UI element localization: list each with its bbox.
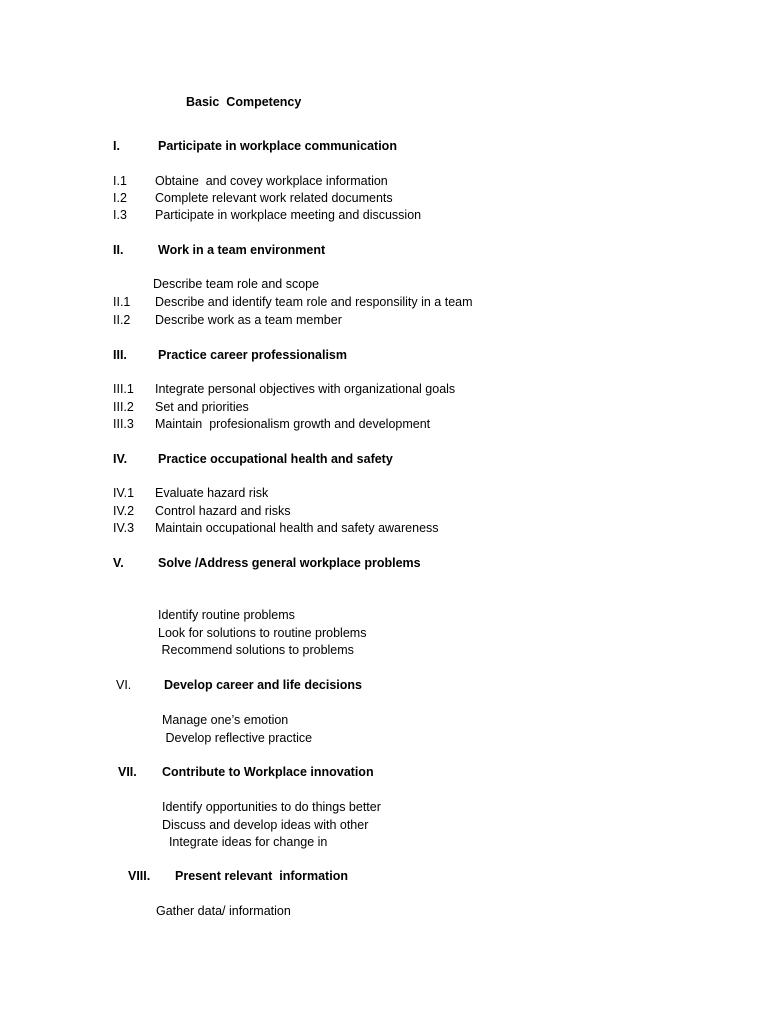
item-text: Evaluate hazard risk	[155, 486, 269, 500]
item-number: II.2	[113, 313, 131, 327]
item-number: IV.1	[113, 486, 135, 500]
item-text: Integrate personal objectives with organizational goals	[155, 382, 456, 396]
section-numeral: I.	[113, 139, 120, 153]
section-heading: Present relevant information	[175, 869, 348, 883]
item-number: I.1	[113, 174, 127, 188]
item-text: Manage one’s emotion	[162, 713, 289, 727]
item-text: Recommend solutions to problems	[158, 643, 354, 657]
item-number: IV.2	[113, 504, 135, 518]
item-text: Integrate ideas for change in	[162, 835, 328, 849]
section-heading: Practice occupational health and safety	[158, 452, 393, 466]
item-text: Describe and identify team role and responsility in a team	[155, 295, 473, 309]
section-heading: Contribute to Workplace innovation	[162, 765, 374, 779]
item-text: Identify routine problems	[158, 608, 295, 622]
item-text: Describe work as a team member	[155, 313, 342, 327]
item-number: II.1	[113, 295, 131, 309]
item-number: III.2	[113, 400, 134, 414]
section-numeral: V.	[113, 556, 124, 570]
item-text: Control hazard and risks	[155, 504, 291, 518]
item-number: III.3	[113, 417, 134, 431]
section-numeral: VIII.	[128, 869, 151, 883]
section-heading: Practice career professionalism	[158, 348, 347, 362]
item-number: I.3	[113, 208, 127, 222]
section-numeral: III.	[113, 348, 127, 362]
item-number: IV.3	[113, 521, 135, 535]
section-heading: Work in a team environment	[158, 243, 326, 257]
section-numeral: II.	[113, 243, 124, 257]
item-text: Look for solutions to routine problems	[158, 626, 367, 640]
item-text: Complete relevant work related documents	[155, 191, 393, 205]
item-text: Gather data/ information	[156, 904, 291, 918]
document-title: Basic Competency	[186, 95, 302, 109]
section-heading: Solve /Address general workplace problems	[158, 556, 421, 570]
item-text: Maintain occupational health and safety awareness	[155, 521, 439, 535]
item-text: Set and priorities	[155, 400, 249, 414]
section-numeral: VI.	[116, 678, 132, 692]
item-text: Maintain profesionalism growth and development	[155, 417, 431, 431]
item-text: Obtaine and covey workplace information	[155, 174, 388, 188]
item-number: I.2	[113, 191, 127, 205]
section-heading: Participate in workplace communication	[158, 139, 397, 153]
item-text: Discuss and develop ideas with other	[162, 818, 369, 832]
item-text: Participate in workplace meeting and discussion	[155, 208, 422, 222]
section-heading: Develop career and life decisions	[164, 678, 362, 692]
item-text: Describe team role and scope	[153, 277, 320, 291]
item-text: Identify opportunities to do things better	[162, 800, 381, 814]
section-numeral: VII.	[118, 765, 137, 779]
section-numeral: IV.	[113, 452, 128, 466]
item-number: III.1	[113, 382, 134, 396]
item-text: Develop reflective practice	[162, 731, 313, 745]
